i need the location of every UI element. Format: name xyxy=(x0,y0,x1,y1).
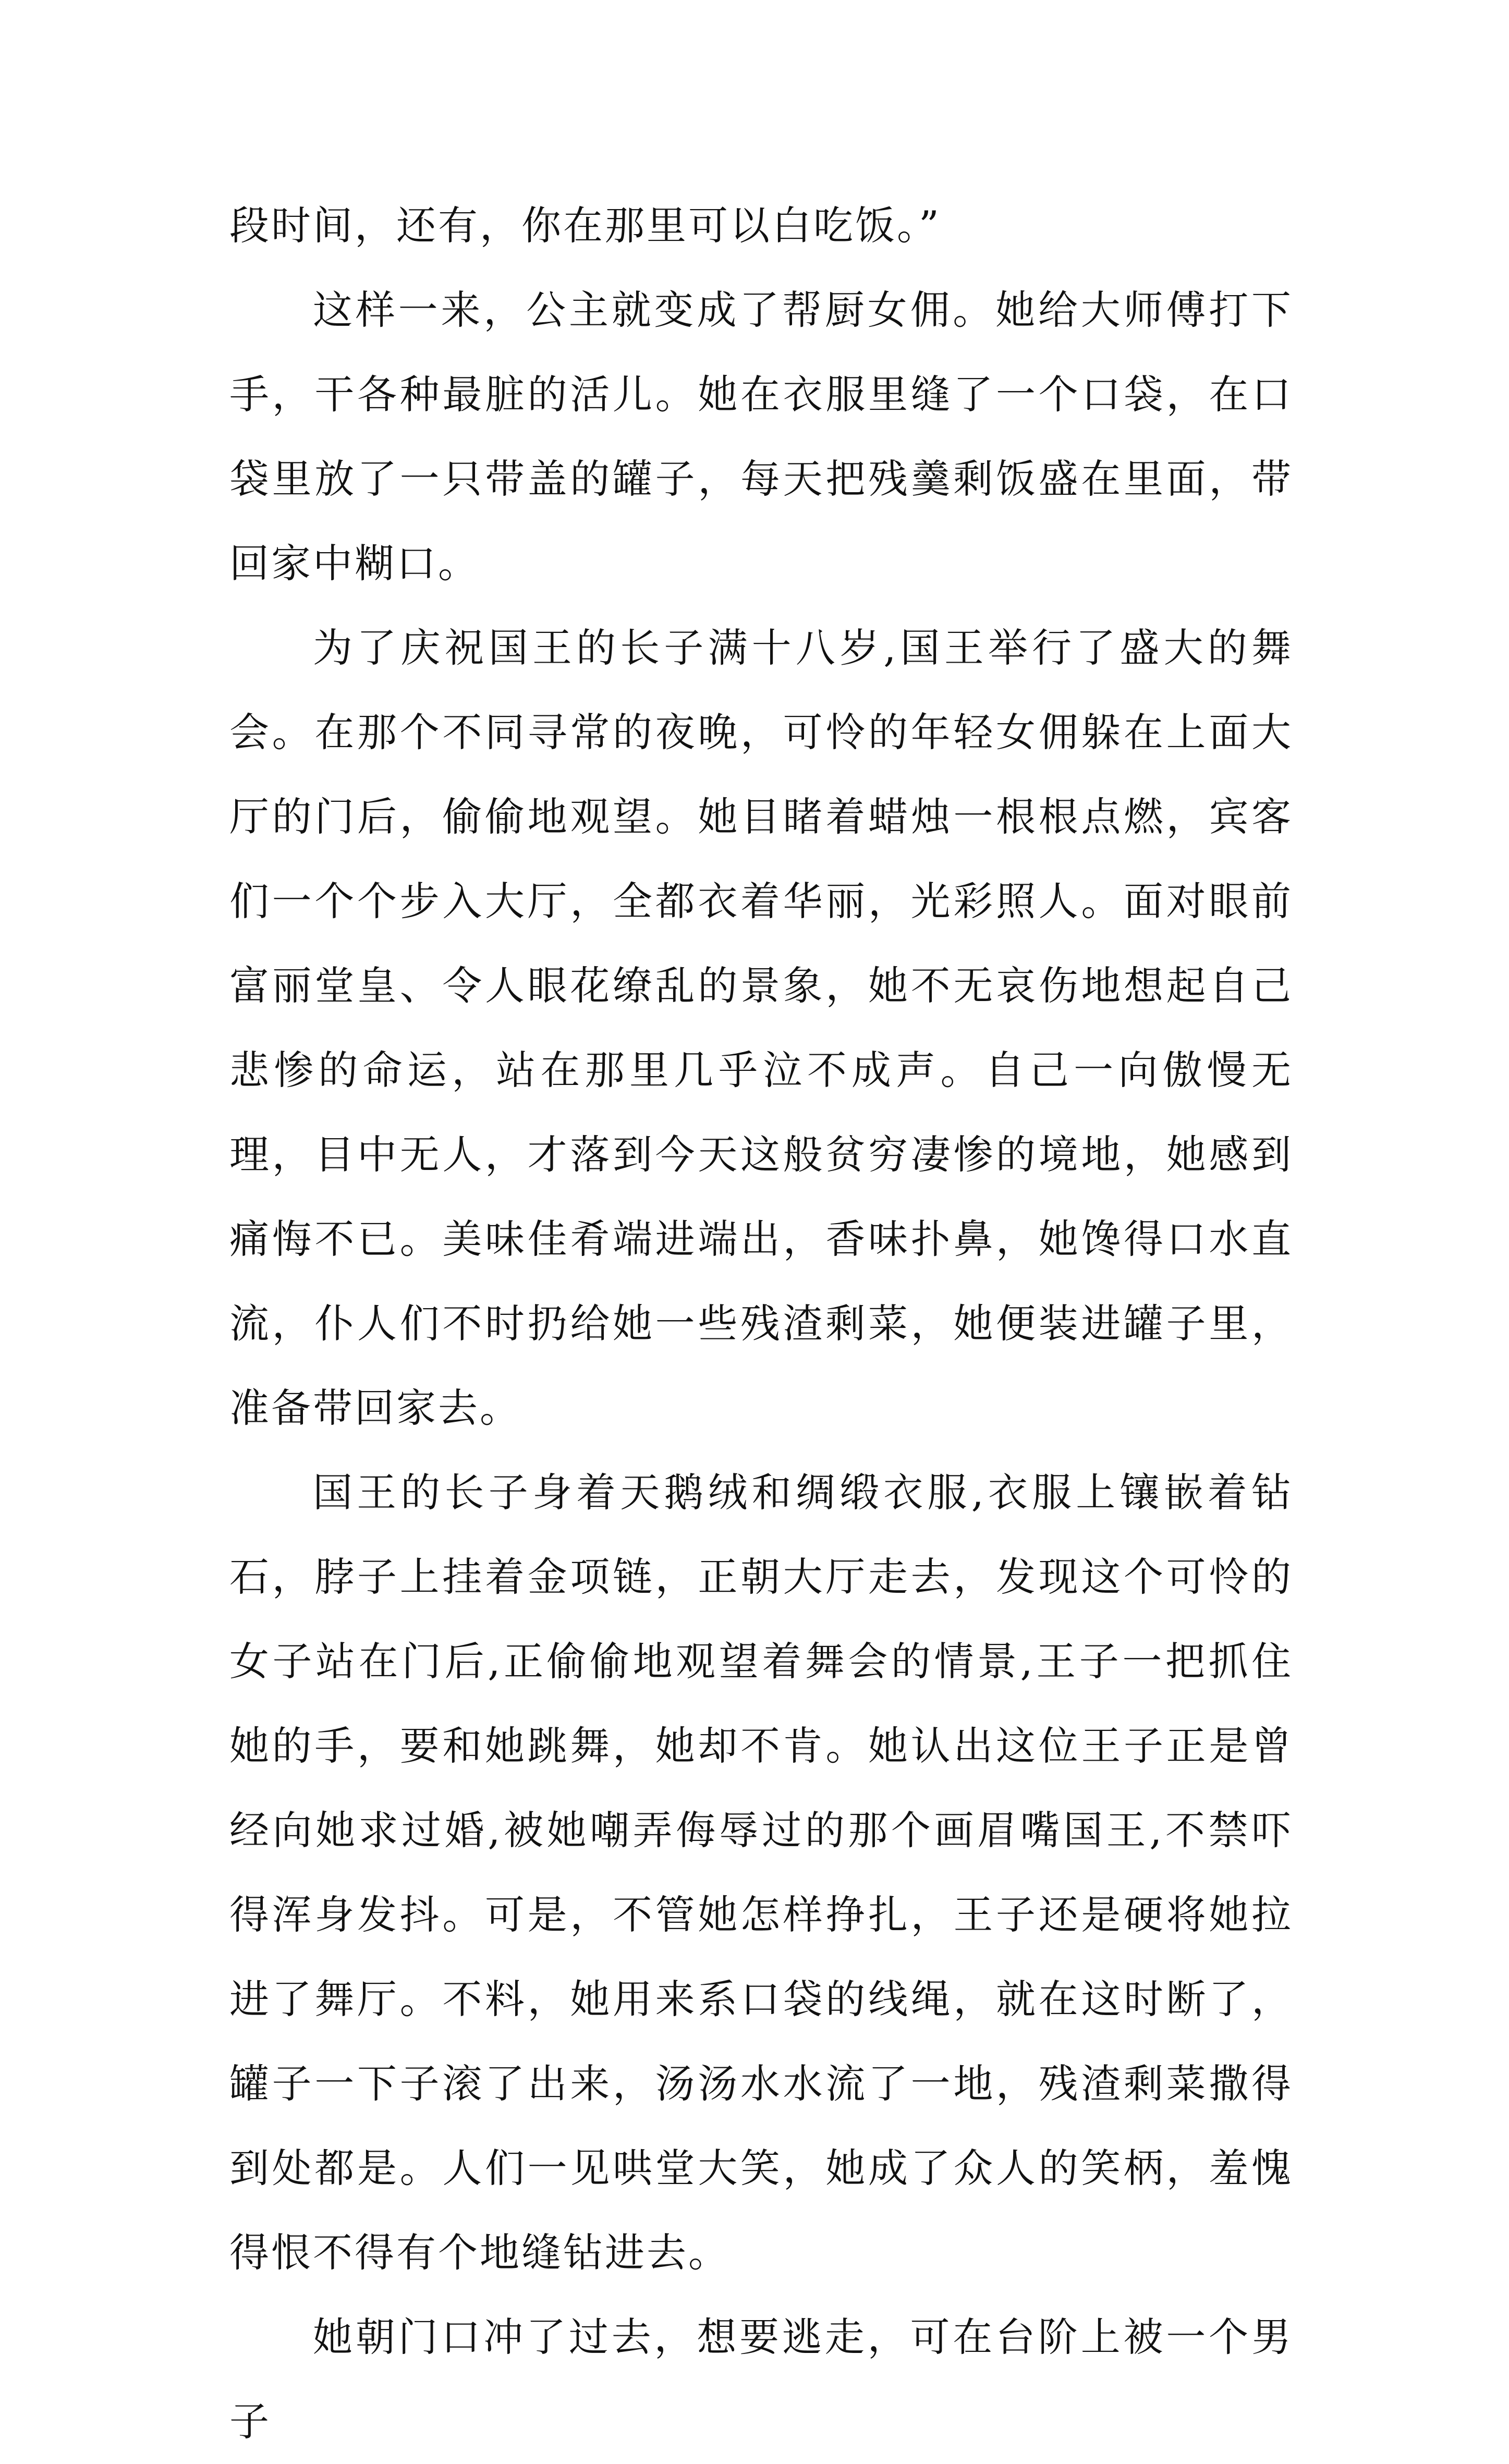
paragraph-4: 国王的长子身着天鹅绒和绸缎衣服,衣服上镶嵌着钻石，脖子上挂着金项链，正朝大厅走去，发现这个可怜的女子站在门后,正偷偷地观望着舞会的情景,王子一把抓住她的手，要和她跳舞，她却不肯。她认出这位王子正是曾经向她求过婚,被她嘲弄侮辱过的那个画眉嘴国王,不禁吓得浑身发抖。可是，不管她怎样挣扎，王子还是硬将她拉进了舞厅。不料，她用来系口袋的线绳，就在这时断了，罐子一下子滚了出来，汤汤水水流了一地，残渣剩菜撒得到处都是。人们一见哄堂大笑，她成了众人的笑柄，羞愧得恨不得有个地缝钻进去。 xyxy=(229,1469,1293,2276)
body-text xyxy=(229,184,1293,2464)
paragraph-1: 段时间，还有，你在那里可以白吃饭。” xyxy=(229,202,941,249)
paragraph-5: 她朝门口冲了过去，想要逃走，可在台阶上被一个男子 xyxy=(229,2314,1293,2445)
paragraph-3: 为了庆祝国王的长子满十八岁,国王举行了盛大的舞会。在那个不同寻常的夜晚，可怜的年轻女佣躲在上面大厅的门后，偷偷地观望。她目睹着蜡烛一根根点燃，宾客们一个个步入大厅，全都衣着华丽，光彩照人。面对眼前富丽堂皇、令人眼花缭乱的景象，她不无哀伤地想起自己悲惨的命运，站在那里几乎泣不成声。自己一向傲慢无理，目中无人，才落到今天这般贫穷凄惨的境地，她感到痛悔不已。美味佳肴端进端出，香味扑鼻，她馋得口水直流，仆人们不时扔给她一些残渣剩菜，她便装进罐子里，准备带回家去。 xyxy=(229,625,1293,1431)
paragraph-2: 这样一来，公主就变成了帮厨女佣。她给大师傅打下手，干各种最脏的活儿。她在衣服里缝了一个口袋，在口袋里放了一只带盖的罐子，每天把残羹剩饭盛在里面，带回家中糊口。 xyxy=(229,287,1293,587)
